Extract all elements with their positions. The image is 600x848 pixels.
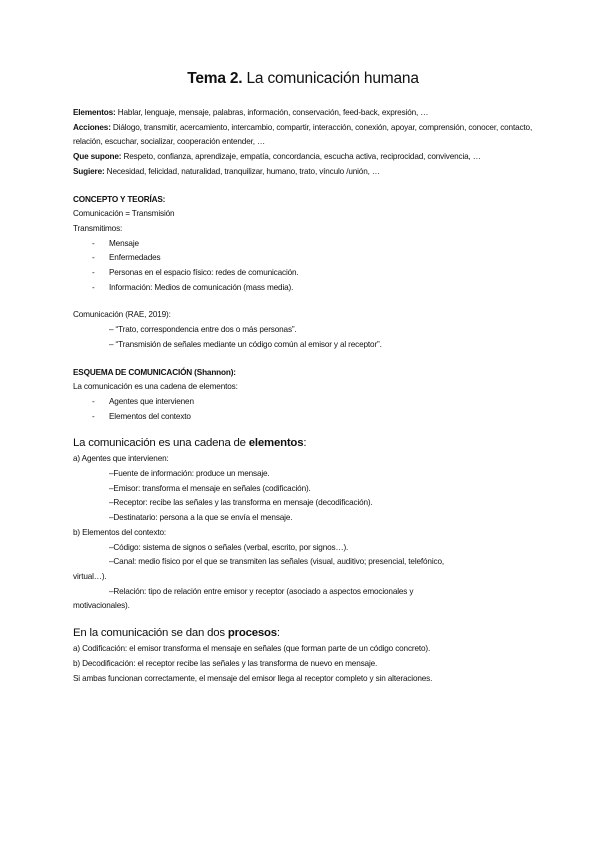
list-item: - Enfermedades: [73, 251, 533, 266]
concepto-line1: Comunicación = Transmisión: [73, 209, 175, 219]
cadena-b-item: –Relación: tipo de relación entre emisor y receptor (asociado a aspectos emocionales y: [109, 586, 414, 596]
document-page: [73, 70, 533, 686]
rae-def-1: – “Trato, correspondencia entre dos o más personas”.: [109, 325, 297, 335]
intro-acciones: Acciones: Diálogo, transmitir, acercamiento, intercambio, compartir, interacción, conexión, apoyar, comprensión, conocer, contacto, relación, escuchar, socializar, cooperación entender, …: [73, 122, 533, 147]
intro-que-supone: Que supone: Respeto, confianza, aprendizaje, empatía, concordancia, escucha activa, reciprocidad, convivencia, …: [73, 152, 481, 162]
intro-elementos: Elementos: Hablar, lenguaje, mensaje, palabras, información, conservación, feed-back, expresión, …: [73, 108, 429, 117]
list-item: - Elementos del contexto: [73, 410, 533, 425]
cadena-b-item: –Canal: medio físico por el que se transmiten las señales (visual, auditivo; presencial, telefónico,: [109, 557, 444, 567]
concepto-heading: CONCEPTO Y TEORÍAS:: [73, 194, 166, 204]
procesos-heading: En la comunicación se dan dos procesos:: [73, 627, 280, 640]
list-item: - Personas en el espacio físico: redes de comunicación.: [73, 266, 533, 281]
intro-sugiere: Sugiere: Necesidad, felicidad, naturalidad, tranquilizar, humano, trato, vínculo /unión, …: [73, 166, 380, 176]
procesos-line: Si ambas funcionan correctamente, el mensaje del emisor llega al receptor completo y sin alteraciones.: [73, 673, 433, 683]
rae-heading: Comunicación (RAE, 2019):: [73, 310, 171, 320]
list-item: - Agentes que intervienen: [73, 395, 533, 410]
title-number: Tema 2.: [187, 70, 243, 87]
concepto-list: [73, 237, 533, 296]
procesos-line: b) Decodificación: el receptor recibe las señales y las transforma de nuevo en mensaje.: [73, 658, 378, 668]
cadena-b-item-cont: motivacionales).: [73, 601, 130, 611]
cadena-b-label: b) Elementos del contexto:: [73, 527, 167, 537]
concepto-line2: Transmitimos:: [73, 223, 123, 233]
esquema-heading: ESQUEMA DE COMUNICACIÓN (Shannon):: [73, 367, 236, 377]
cadena-a-item: –Emisor: transforma el mensaje en señales (codificación).: [109, 483, 311, 493]
esquema-list: [73, 395, 533, 424]
cadena-a-item: –Receptor: recibe las señales y las transforma en mensaje (decodificación).: [109, 498, 373, 508]
cadena-a-item: –Fuente de información: produce un mensaje.: [109, 469, 270, 479]
list-item: - Información: Medios de comunicación (mass media).: [73, 281, 533, 296]
cadena-heading: La comunicación es una cadena de elementos:: [73, 437, 307, 450]
esquema-line: La comunicación es una cadena de elementos:: [73, 382, 238, 392]
procesos-line: a) Codificación: el emisor transforma el mensaje en señales (que forman parte de un código concreto).: [73, 644, 431, 654]
cadena-a-label: a) Agentes que intervienen:: [73, 454, 169, 464]
page-title: [73, 70, 533, 88]
cadena-a-item: –Destinatario: persona a la que se envía el mensaje.: [109, 513, 293, 523]
cadena-b-item-cont: virtual…).: [73, 571, 107, 581]
cadena-b-item: –Código: sistema de signos o señales (verbal, escrito, por signos…).: [109, 542, 349, 552]
title-text: La comunicación humana: [242, 70, 419, 87]
list-item: - Mensaje: [73, 237, 533, 252]
rae-def-2: – “Transmisión de señales mediante un código común al emisor y al receptor”.: [109, 339, 382, 349]
